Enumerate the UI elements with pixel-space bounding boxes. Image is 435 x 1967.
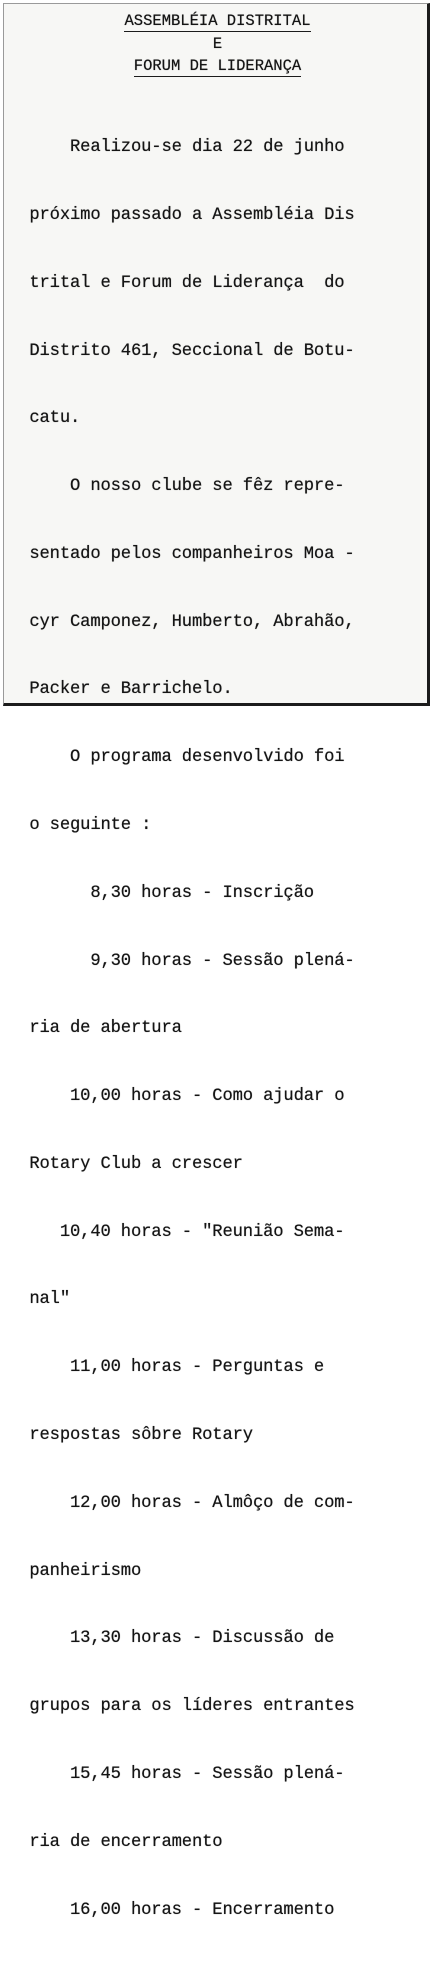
text-line: O programa desenvolvido foi [9, 748, 345, 768]
schedule-line: respostas sôbre Rotary [9, 1426, 253, 1446]
schedule-line: ria de encerramento [9, 1832, 223, 1852]
heading-line-assembleia: ASSEMBLÉIA DISTRITAL [124, 12, 311, 30]
text-line: o seguinte : [9, 816, 152, 835]
schedule-line: 12,00 horas - Almôço de com- [9, 1493, 355, 1513]
heading-line-e: E [212, 34, 223, 53]
text-line: catu. [9, 409, 81, 429]
text-line: sentado pelos companheiros Moa - [9, 544, 355, 564]
text-line: trital e Forum de Liderança do [9, 273, 345, 293]
schedule-line: 8,30 horas - Inscrição [9, 883, 314, 903]
schedule-line: 16,00 horas - Encerramento [9, 1900, 335, 1920]
text-line: Packer e Barrichelo. [9, 680, 233, 700]
text-line: cyr Camponez, Humberto, Abrahão, [9, 612, 355, 632]
text-line: O nosso clube se fêz repre- [9, 477, 345, 497]
schedule-line: 10,40 horas - "Reunião Sema- [9, 1222, 345, 1242]
schedule-line: Rotary Club a crescer [9, 1154, 243, 1174]
schedule-line: 11,00 horas - Perguntas e [9, 1358, 325, 1378]
schedule-line: 15,45 horas - Sessão plená- [9, 1764, 345, 1784]
schedule-line: panheirismo [9, 1561, 142, 1581]
schedule-line: grupos para os líderes entrantes [9, 1697, 355, 1717]
text-line: Realizou-se dia 22 de junho [9, 138, 345, 158]
schedule-line: ria de abertura [9, 1019, 182, 1039]
schedule-line: 9,30 horas - Sessão plená- [9, 951, 355, 971]
text-line: próximo passado a Assembléia Dis [9, 205, 355, 225]
newspaper-clipping [3, 3, 430, 1920]
article-heading [4, 10, 431, 78]
text-line: Distrito 461, Seccional de Botu- [9, 341, 355, 361]
schedule-line: 10,00 horas - Como ajudar o [9, 1087, 345, 1107]
heading-line-forum: FORUM DE LIDERANÇA [133, 57, 302, 75]
schedule-line: nal" [9, 1290, 70, 1310]
schedule-line: 13,30 horas - Discussão de [9, 1629, 335, 1649]
article-body [9, 92, 355, 1967]
